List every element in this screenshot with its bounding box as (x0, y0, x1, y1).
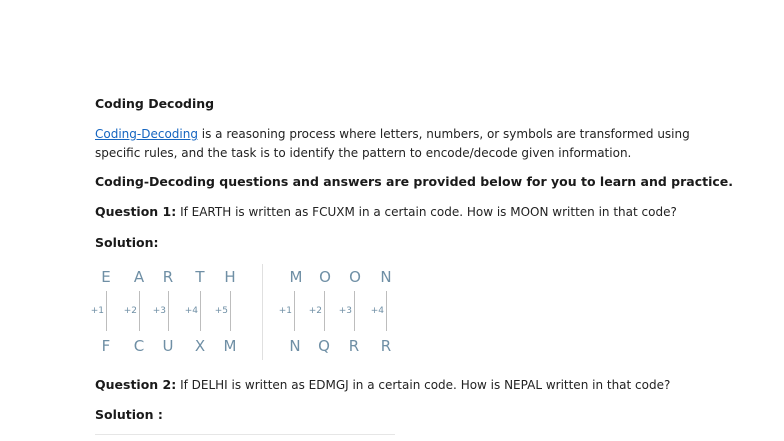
diagram-bottom-letter: C (133, 337, 145, 355)
diagram-top-letter: E (101, 268, 111, 286)
diagram-bottom-letter: U (162, 337, 174, 355)
diagram-step-label: +4 (184, 306, 198, 316)
diagram-top-letter: H (224, 268, 236, 286)
diagram-bottom-letter: X (194, 337, 206, 355)
diagram-top-letter: A (133, 268, 145, 286)
diagram-connector (386, 291, 387, 331)
section-heading: Coding Decoding (95, 96, 215, 111)
intro-paragraph (95, 125, 695, 163)
diagram-step-label: +5 (214, 306, 228, 316)
solution-1-label: Solution: (95, 235, 159, 250)
diagram-top-letter: T (195, 268, 205, 286)
diagram-connector (139, 291, 140, 331)
diagram-step-label: +1 (278, 306, 292, 316)
diagram-connector (294, 291, 295, 331)
diagram-connector (354, 291, 355, 331)
solution-2-label: Solution : (95, 407, 163, 422)
question-1-label: Question 1: (95, 204, 177, 219)
diagram-bottom-letter: N (289, 337, 301, 355)
diagram-bottom-letter: M (223, 337, 237, 355)
diagram-connector (324, 291, 325, 331)
diagram-top-letter: M (289, 268, 303, 286)
diagram-top-letter: O (349, 268, 361, 286)
question-2 (95, 377, 670, 392)
question-2-label: Question 2: (95, 377, 177, 392)
diagram-step-label: +2 (308, 306, 322, 316)
diagram-bottom-letter: R (380, 337, 392, 355)
next-diagram-edge (95, 434, 395, 435)
diagram-connector (230, 291, 231, 331)
question-2-text: If DELHI is written as EDMGJ in a certain code. How is NEPAL written in that code? (176, 378, 671, 392)
diagram-top-letter: N (380, 268, 392, 286)
diagram-top-letter: R (162, 268, 174, 286)
diagram-connector (168, 291, 169, 331)
diagram-step-label: +2 (123, 306, 137, 316)
lead-sentence: Coding-Decoding questions and answers are provided below for you to learn and practice. (95, 174, 734, 189)
diagram-top-letter: O (319, 268, 331, 286)
diagram-bottom-letter: R (348, 337, 360, 355)
question-1-text: If EARTH is written as FCUXM in a certain code. How is MOON written in that code? (176, 205, 677, 219)
question-1 (95, 204, 677, 219)
intro-text: is a reasoning process where letters, numbers, or symbols are transformed using specific rules, and the task is to identify the pattern to encode/decode given information. (95, 127, 690, 160)
diagram-bottom-letter: Q (318, 337, 330, 355)
diagram-bottom-letter: F (101, 337, 111, 355)
diagram-step-label: +3 (152, 306, 166, 316)
diagram-step-label: +4 (370, 306, 384, 316)
diagram-step-label: +1 (90, 306, 104, 316)
diagram-step-label: +3 (338, 306, 352, 316)
coding-decoding-link[interactable]: Coding-Decoding (95, 127, 198, 141)
diagram-connector (106, 291, 107, 331)
diagram-divider (262, 264, 263, 360)
diagram-connector (200, 291, 201, 331)
